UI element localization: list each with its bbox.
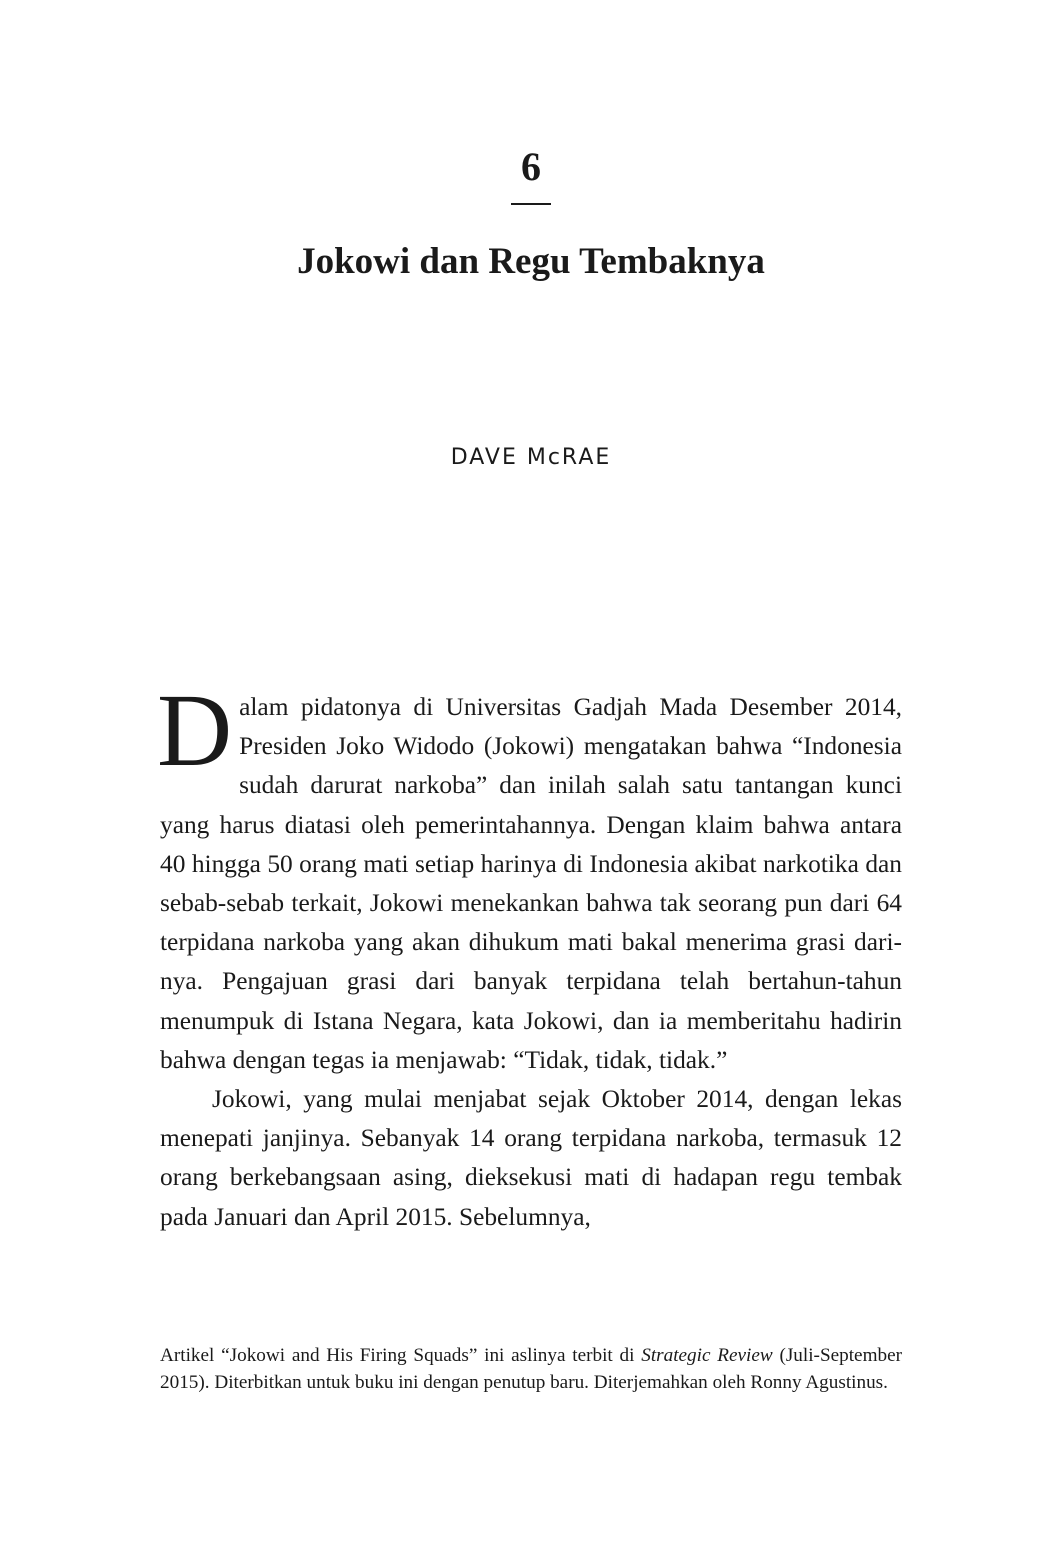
chapter-body <box>157 673 902 1237</box>
drop-cap: D <box>157 673 233 788</box>
footnote-text-start: Artikel “Jokowi and His Firing Squads” ini aslinya terbit di <box>160 1345 642 1366</box>
body-paragraph-1 <box>157 673 902 1080</box>
source-footnote <box>160 1342 902 1396</box>
footnote-text-end: (Juli-September 2015). Diterbitkan untuk buku ini dengan penutup baru. Diterjemahkan oleh Ronny Agustinus. <box>160 1345 902 1393</box>
footnote-journal-title: Strategic Review <box>641 1345 773 1366</box>
chapter-title: Jokowi dan Regu Tembaknya <box>297 241 765 282</box>
paragraph-1-text: alam pidatonya di Universitas Gadjah Mada Desember 2014, Presiden Joko Widodo (Jokowi) mengatakan bahwa “Indonesia sudah darurat narkoba” dan inilah salah satu tantangan kunci yang harus diatasi oleh pemerintahannya. Dengan klaim bahwa antara 40 hingga 50 orang mati setiap harinya di Indonesia akibat narkotika dan sebab-sebab terkait, Jokowi menekankan bahwa tak seorang pun dari 64 terpidana narkoba yang akan dihukum mati bakal menerima grasi darinya. Pengajuan grasi dari banyak terpidana telah bertahun-tahun menumpuk di Istana Negara, kata Jokowi, dan ia memberitahu hadirin bahwa dengan tegas ia menjawab: “Tidak, tidak, tidak.” <box>160 693 902 1074</box>
chapter-author: DAVE McRAE <box>450 445 612 470</box>
chapter-divider <box>511 203 551 205</box>
body-paragraph-2: Jokowi, yang mulai menjabat sejak Oktober 2014, dengan lekas menepati janjinya. Sebanyak 14 orang terpidana narkoba, termasuk 12 orang berkebangsaan asing, dieksekusi mati di hadapan regu tembak pada Januari dan April 2015. Sebelumnya, <box>160 1085 902 1231</box>
chapter-number: 6 <box>521 144 541 189</box>
